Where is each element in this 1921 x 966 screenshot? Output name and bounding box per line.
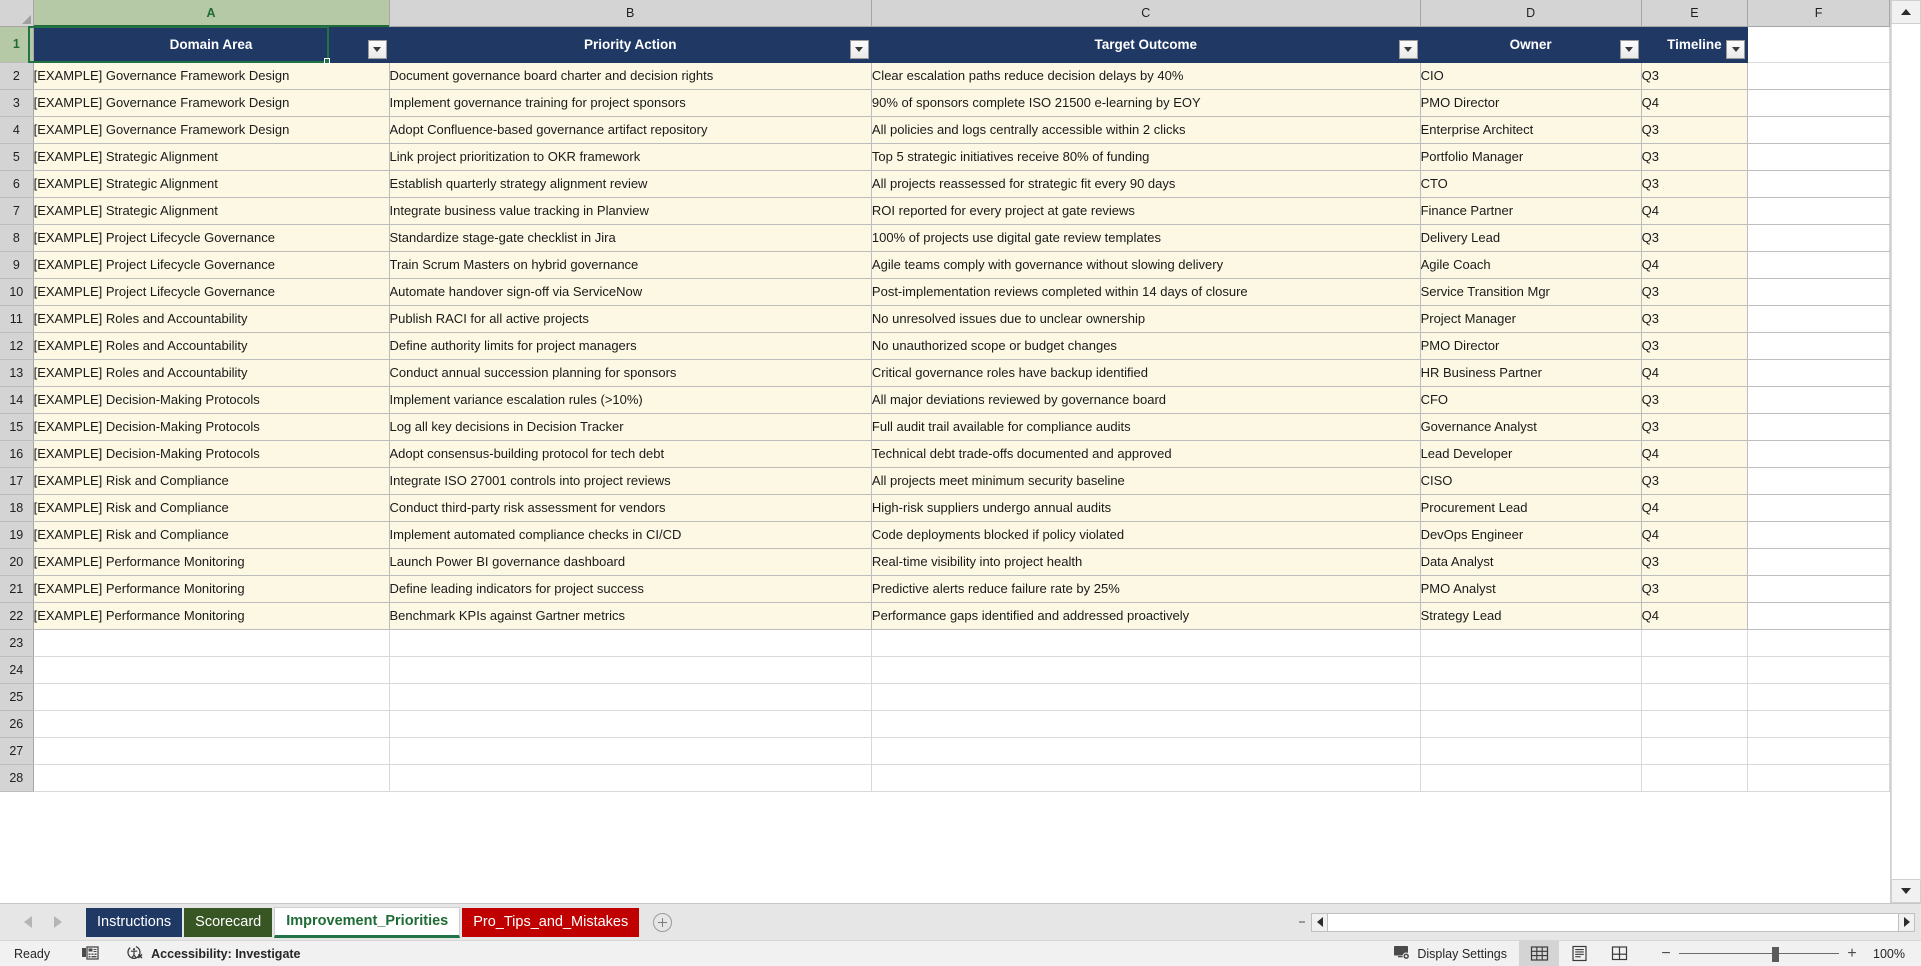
table-cell[interactable]: Publish RACI for all active projects [389, 305, 871, 332]
empty-cell[interactable] [389, 656, 871, 683]
filter-dropdown-button[interactable] [368, 40, 387, 59]
row-header-17[interactable]: 17 [0, 467, 33, 494]
table-cell[interactable]: Adopt consensus-building protocol for tech debt [389, 440, 871, 467]
row-header-10[interactable]: 10 [0, 278, 33, 305]
empty-cell[interactable] [1420, 737, 1641, 764]
empty-row [0, 710, 1890, 737]
table-header-label: Timeline [1667, 36, 1722, 52]
empty-cell[interactable] [871, 737, 1420, 764]
table-header-label: Owner [1509, 36, 1552, 52]
table-cell[interactable]: [EXAMPLE] Decision-Making Protocols [33, 386, 389, 413]
empty-cell[interactable] [389, 764, 871, 791]
empty-cell[interactable] [871, 656, 1420, 683]
table-cell[interactable]: PMO Director [1420, 89, 1641, 116]
table-cell[interactable]: [EXAMPLE] Strategic Alignment [33, 143, 389, 170]
empty-cell[interactable] [1748, 629, 1890, 656]
table-header-cell[interactable] [1641, 26, 1747, 62]
table-cell[interactable]: [EXAMPLE] Performance Monitoring [33, 548, 389, 575]
select-all-triangle-icon [22, 15, 31, 24]
row-header-13[interactable]: 13 [0, 359, 33, 386]
table-cell[interactable]: Predictive alerts reduce failure rate by 25% [871, 575, 1420, 602]
table-cell[interactable]: No unauthorized scope or budget changes [871, 332, 1420, 359]
table-cell[interactable]: [EXAMPLE] Performance Monitoring [33, 602, 389, 629]
table-cell[interactable]: Code deployments blocked if policy violated [871, 521, 1420, 548]
empty-cell[interactable] [1748, 413, 1890, 440]
row-header-18[interactable]: 18 [0, 494, 33, 521]
zoom-slider[interactable] [1679, 941, 1839, 966]
table-row [0, 305, 1890, 332]
table-cell[interactable]: [EXAMPLE] Risk and Compliance [33, 521, 389, 548]
table-cell[interactable]: Q3 [1641, 332, 1747, 359]
empty-cell[interactable] [871, 764, 1420, 791]
row-header-28[interactable]: 28 [0, 764, 33, 791]
table-cell[interactable]: Service Transition Mgr [1420, 278, 1641, 305]
empty-cell[interactable] [1748, 386, 1890, 413]
row-header-22[interactable]: 22 [0, 602, 33, 629]
column-header-row [0, 0, 1890, 26]
sheet-tab-pro-tips-and-mistakes[interactable]: Pro_Tips_and_Mistakes [462, 908, 639, 937]
table-cell[interactable]: Q4 [1641, 197, 1747, 224]
table-cell[interactable]: [EXAMPLE] Decision-Making Protocols [33, 413, 389, 440]
empty-row [0, 629, 1890, 656]
macro-record-icon[interactable] [82, 946, 99, 961]
table-cell[interactable]: Link project prioritization to OKR framework [389, 143, 871, 170]
empty-cell[interactable] [1748, 494, 1890, 521]
filter-dropdown-button[interactable] [1726, 40, 1745, 59]
accessibility-icon [127, 945, 144, 963]
sheet-tab-scorecard[interactable]: Scorecard [184, 908, 272, 937]
table-cell[interactable]: HR Business Partner [1420, 359, 1641, 386]
vertical-scrollbar[interactable] [1890, 0, 1921, 903]
row-header-11[interactable]: 11 [0, 305, 33, 332]
empty-cell[interactable] [1748, 305, 1890, 332]
page-layout-icon [1570, 945, 1589, 962]
row-header-25[interactable]: 25 [0, 683, 33, 710]
empty-cell[interactable] [871, 710, 1420, 737]
table-header-label: Target Outcome [1094, 36, 1197, 52]
triangle-up-icon [1901, 9, 1911, 15]
empty-cell[interactable] [1748, 332, 1890, 359]
table-cell[interactable]: [EXAMPLE] Roles and Accountability [33, 359, 389, 386]
sheet-tab-improvement-priorities[interactable]: Improvement_Priorities [274, 907, 460, 938]
table-cell[interactable]: 90% of sponsors complete ISO 21500 e-learning by EOY [871, 89, 1420, 116]
row-header-8[interactable]: 8 [0, 224, 33, 251]
table-cell[interactable]: All policies and logs centrally accessible within 2 clicks [871, 116, 1420, 143]
normal-view-icon [1530, 945, 1549, 962]
zoom-in-button[interactable]: + [1847, 944, 1857, 962]
table-cell[interactable]: Implement automated compliance checks in CI/CD [389, 521, 871, 548]
table-cell[interactable]: Integrate business value tracking in Planview [389, 197, 871, 224]
chevron-down-icon [855, 47, 863, 52]
scroll-up-button[interactable] [1891, 0, 1921, 24]
table-cell[interactable]: Clear escalation paths reduce decision delays by 40% [871, 62, 1420, 89]
table-cell[interactable]: Critical governance roles have backup identified [871, 359, 1420, 386]
scroll-down-button[interactable] [1891, 879, 1921, 903]
status-bar [0, 940, 1921, 966]
table-cell[interactable]: Conduct annual succession planning for sponsors [389, 359, 871, 386]
previous-sheet-icon[interactable] [24, 916, 32, 928]
next-sheet-icon[interactable] [54, 916, 62, 928]
sheet-nav-buttons [0, 904, 86, 940]
table-cell[interactable]: Automate handover sign-off via ServiceNow [389, 278, 871, 305]
column-header-f[interactable]: F [1748, 0, 1890, 26]
table-row [0, 89, 1890, 116]
table-cell[interactable]: Finance Partner [1420, 197, 1641, 224]
table-cell[interactable]: Q4 [1641, 251, 1747, 278]
empty-cell[interactable] [1748, 224, 1890, 251]
table-cell[interactable]: [EXAMPLE] Roles and Accountability [33, 332, 389, 359]
row-header-1[interactable]: 1 [0, 26, 33, 62]
table-cell[interactable]: Integrate ISO 27001 controls into project reviews [389, 467, 871, 494]
empty-cell[interactable] [1641, 764, 1747, 791]
empty-cell[interactable] [1748, 710, 1890, 737]
empty-cell[interactable] [1420, 656, 1641, 683]
empty-cell[interactable] [1748, 89, 1890, 116]
empty-cell[interactable] [33, 764, 389, 791]
table-cell[interactable]: Post-implementation reviews completed within 14 days of closure [871, 278, 1420, 305]
table-cell[interactable]: Q3 [1641, 467, 1747, 494]
table-cell[interactable]: [EXAMPLE] Decision-Making Protocols [33, 440, 389, 467]
table-cell[interactable]: Q3 [1641, 143, 1747, 170]
zoom-out-button[interactable]: − [1661, 944, 1671, 962]
table-row [0, 62, 1890, 89]
table-cell[interactable]: Q4 [1641, 602, 1747, 629]
table-row [0, 224, 1890, 251]
empty-cell[interactable] [389, 629, 871, 656]
empty-cell[interactable] [1748, 278, 1890, 305]
table-cell[interactable]: CTO [1420, 170, 1641, 197]
empty-cell[interactable] [1748, 548, 1890, 575]
table-cell[interactable]: 100% of projects use digital gate review templates [871, 224, 1420, 251]
table-row [0, 413, 1890, 440]
empty-cell[interactable] [1748, 683, 1890, 710]
empty-cell[interactable] [1748, 467, 1890, 494]
empty-cell[interactable] [1748, 143, 1890, 170]
empty-cell[interactable] [1748, 26, 1890, 62]
table-cell[interactable]: Q3 [1641, 575, 1747, 602]
table-cell[interactable]: All major deviations reviewed by governance board [871, 386, 1420, 413]
table-cell[interactable]: Strategy Lead [1420, 602, 1641, 629]
table-cell[interactable]: Establish quarterly strategy alignment review [389, 170, 871, 197]
empty-cell[interactable] [1748, 116, 1890, 143]
table-cell[interactable]: [EXAMPLE] Governance Framework Design [33, 116, 389, 143]
column-header-d[interactable]: D [1420, 0, 1641, 26]
empty-cell[interactable] [1641, 656, 1747, 683]
empty-cell[interactable] [1748, 62, 1890, 89]
add-sheet-button[interactable] [641, 904, 683, 940]
empty-cell[interactable] [871, 629, 1420, 656]
row-header-6[interactable]: 6 [0, 170, 33, 197]
table-cell[interactable]: [EXAMPLE] Risk and Compliance [33, 467, 389, 494]
table-cell[interactable]: PMO Analyst [1420, 575, 1641, 602]
scroll-right-button[interactable] [1898, 913, 1915, 932]
empty-cell[interactable] [33, 737, 389, 764]
row-header-12[interactable]: 12 [0, 332, 33, 359]
table-cell[interactable]: Q3 [1641, 386, 1747, 413]
table-cell[interactable]: High-risk suppliers undergo annual audits [871, 494, 1420, 521]
normal-view-button[interactable] [1519, 941, 1559, 966]
column-header-c[interactable]: C [871, 0, 1420, 26]
table-row [0, 386, 1890, 413]
table-header-cell[interactable] [1420, 26, 1641, 62]
table-cell[interactable]: [EXAMPLE] Project Lifecycle Governance [33, 278, 389, 305]
table-cell[interactable]: Q4 [1641, 440, 1747, 467]
table-cell[interactable]: Q3 [1641, 413, 1747, 440]
table-row [0, 359, 1890, 386]
column-header-e[interactable]: E [1641, 0, 1747, 26]
empty-cell[interactable] [1420, 629, 1641, 656]
row-header-9[interactable]: 9 [0, 251, 33, 278]
table-row [0, 494, 1890, 521]
zoom-slider-thumb[interactable] [1772, 947, 1779, 962]
empty-cell[interactable] [1641, 629, 1747, 656]
empty-cell[interactable] [389, 710, 871, 737]
filter-dropdown-button[interactable] [850, 40, 869, 59]
empty-cell[interactable] [33, 710, 389, 737]
filter-dropdown-button[interactable] [1399, 40, 1418, 59]
empty-cell[interactable] [1748, 170, 1890, 197]
table-row [0, 440, 1890, 467]
table-row [0, 467, 1890, 494]
table-cell[interactable]: Q3 [1641, 224, 1747, 251]
empty-cell[interactable] [1748, 359, 1890, 386]
table-cell[interactable]: Full audit trail available for compliance audits [871, 413, 1420, 440]
table-header-row [0, 26, 1890, 62]
table-cell[interactable]: Q4 [1641, 494, 1747, 521]
empty-cell[interactable] [1748, 521, 1890, 548]
table-row [0, 143, 1890, 170]
display-settings-label: Display Settings [1417, 946, 1507, 961]
table-cell[interactable]: Implement variance escalation rules (>10%) [389, 386, 871, 413]
row-header-15[interactable]: 15 [0, 413, 33, 440]
empty-cell[interactable] [1748, 197, 1890, 224]
triangle-left-icon [1317, 917, 1323, 927]
table-row [0, 251, 1890, 278]
table-row [0, 116, 1890, 143]
table-cell[interactable]: Conduct third-party risk assessment for vendors [389, 494, 871, 521]
empty-cell[interactable] [871, 683, 1420, 710]
empty-cell[interactable] [1748, 656, 1890, 683]
table-cell[interactable]: Define authority limits for project managers [389, 332, 871, 359]
table-cell[interactable]: Agile Coach [1420, 251, 1641, 278]
horizontal-scrollbar[interactable] [1311, 904, 1921, 940]
table-cell[interactable]: Data Analyst [1420, 548, 1641, 575]
filter-dropdown-button[interactable] [1620, 40, 1639, 59]
chevron-down-icon [1404, 47, 1412, 52]
table-cell[interactable]: Q4 [1641, 359, 1747, 386]
table-cell[interactable]: Portfolio Manager [1420, 143, 1641, 170]
table-cell[interactable]: All projects meet minimum security baseline [871, 467, 1420, 494]
table-row [0, 575, 1890, 602]
table-cell[interactable]: [EXAMPLE] Risk and Compliance [33, 494, 389, 521]
status-bar-right [1381, 941, 1921, 966]
table-cell[interactable]: Project Manager [1420, 305, 1641, 332]
page-layout-view-button[interactable] [1559, 941, 1599, 966]
empty-cell[interactable] [1748, 440, 1890, 467]
display-settings-icon [1393, 945, 1411, 963]
table-header-label: Domain Area [169, 36, 253, 52]
empty-cell[interactable] [1748, 575, 1890, 602]
row-header-14[interactable]: 14 [0, 386, 33, 413]
chevron-down-icon [1732, 47, 1740, 52]
table-row [0, 197, 1890, 224]
row-header-7[interactable]: 7 [0, 197, 33, 224]
row-header-16[interactable]: 16 [0, 440, 33, 467]
zoom-control [1639, 941, 1921, 966]
empty-cell[interactable] [1420, 710, 1641, 737]
table-cell[interactable]: Q4 [1641, 89, 1747, 116]
table-cell[interactable]: PMO Director [1420, 332, 1641, 359]
table-cell[interactable]: Adopt Confluence-based governance artifact repository [389, 116, 871, 143]
row-header-23[interactable]: 23 [0, 629, 33, 656]
table-cell[interactable]: CFO [1420, 386, 1641, 413]
table-cell[interactable]: Q3 [1641, 62, 1747, 89]
table-cell[interactable]: Q3 [1641, 116, 1747, 143]
table-cell[interactable]: Technical debt trade-offs documented and approved [871, 440, 1420, 467]
empty-cell[interactable] [389, 737, 871, 764]
table-cell[interactable]: Implement governance training for project sponsors [389, 89, 871, 116]
empty-cell[interactable] [1420, 683, 1641, 710]
status-bar-left [0, 945, 301, 963]
triangle-down-icon [1901, 888, 1911, 894]
table-cell[interactable]: CISO [1420, 467, 1641, 494]
tab-resize-grip[interactable] [1293, 904, 1311, 940]
table-header-cell[interactable] [871, 26, 1420, 62]
table-cell[interactable]: Agile teams comply with governance without slowing delivery [871, 251, 1420, 278]
accessibility-status[interactable] [127, 945, 300, 963]
row-header-20[interactable]: 20 [0, 548, 33, 575]
table-cell[interactable]: Q3 [1641, 278, 1747, 305]
empty-cell[interactable] [389, 683, 871, 710]
table-cell[interactable]: Performance gaps identified and addressed proactively [871, 602, 1420, 629]
table-cell[interactable]: Benchmark KPIs against Gartner metrics [389, 602, 871, 629]
chevron-down-icon [1625, 47, 1633, 52]
row-header-24[interactable]: 24 [0, 656, 33, 683]
sheet-tabs [86, 904, 641, 940]
row-header-4[interactable]: 4 [0, 116, 33, 143]
table-cell[interactable]: Document governance board charter and decision rights [389, 62, 871, 89]
empty-row [0, 764, 1890, 791]
table-row [0, 332, 1890, 359]
table-cell[interactable]: Procurement Lead [1420, 494, 1641, 521]
table-header-label: Priority Action [583, 36, 677, 52]
row-header-2[interactable]: 2 [0, 62, 33, 89]
table-row [0, 521, 1890, 548]
table-cell[interactable]: Train Scrum Masters on hybrid governance [389, 251, 871, 278]
column-header-b[interactable]: B [389, 0, 871, 26]
empty-cell[interactable] [1748, 251, 1890, 278]
page-break-icon [1610, 945, 1629, 962]
horizontal-scroll-track[interactable] [1328, 913, 1898, 932]
table-cell[interactable]: [EXAMPLE] Project Lifecycle Governance [33, 224, 389, 251]
empty-cell[interactable] [33, 656, 389, 683]
row-header-19[interactable]: 19 [0, 521, 33, 548]
vertical-scroll-track[interactable] [1891, 24, 1921, 879]
table-header-cell[interactable] [389, 26, 871, 62]
table-cell[interactable]: [EXAMPLE] Roles and Accountability [33, 305, 389, 332]
table-cell[interactable]: [EXAMPLE] Governance Framework Design [33, 89, 389, 116]
table-header-cell[interactable] [33, 26, 389, 62]
empty-cell[interactable] [1748, 602, 1890, 629]
empty-cell[interactable] [1420, 764, 1641, 791]
table-cell[interactable]: Q3 [1641, 170, 1747, 197]
empty-cell[interactable] [33, 683, 389, 710]
empty-row [0, 656, 1890, 683]
table-row [0, 278, 1890, 305]
table-cell[interactable]: [EXAMPLE] Governance Framework Design [33, 62, 389, 89]
zoom-level-label[interactable]: 100% [1873, 946, 1905, 961]
table-cell[interactable]: All projects reassessed for strategic fit every 90 days [871, 170, 1420, 197]
add-sheet-icon [653, 913, 672, 932]
table-cell[interactable]: Governance Analyst [1420, 413, 1641, 440]
row-header-3[interactable]: 3 [0, 89, 33, 116]
table-cell[interactable]: Delivery Lead [1420, 224, 1641, 251]
empty-cell[interactable] [1641, 683, 1747, 710]
table-cell[interactable]: Standardize stage-gate checklist in Jira [389, 224, 871, 251]
table-cell[interactable]: Log all key decisions in Decision Tracker [389, 413, 871, 440]
row-header-5[interactable]: 5 [0, 143, 33, 170]
empty-cell[interactable] [1748, 737, 1890, 764]
row-header-26[interactable]: 26 [0, 710, 33, 737]
sheet-tab-bar [0, 903, 1921, 940]
sheet-tab-instructions[interactable]: Instructions [86, 908, 182, 937]
table-cell[interactable]: Q3 [1641, 548, 1747, 575]
column-header-a[interactable]: A [33, 0, 389, 26]
row-header-21[interactable]: 21 [0, 575, 33, 602]
empty-row [0, 683, 1890, 710]
status-ready-label: Ready [14, 946, 51, 961]
table-cell[interactable]: [EXAMPLE] Project Lifecycle Governance [33, 251, 389, 278]
triangle-right-icon [1904, 917, 1910, 927]
empty-cell[interactable] [1641, 737, 1747, 764]
select-all-corner[interactable] [0, 0, 33, 26]
table-row [0, 170, 1890, 197]
table-cell[interactable]: Q3 [1641, 305, 1747, 332]
table-cell[interactable]: Top 5 strategic initiatives receive 80% of funding [871, 143, 1420, 170]
table-cell[interactable]: Enterprise Architect [1420, 116, 1641, 143]
empty-cell[interactable] [33, 629, 389, 656]
chevron-down-icon [373, 47, 381, 52]
table-cell[interactable]: No unresolved issues due to unclear ownership [871, 305, 1420, 332]
table-cell[interactable]: Real-time visibility into project health [871, 548, 1420, 575]
table-cell[interactable]: DevOps Engineer [1420, 521, 1641, 548]
page-break-preview-button[interactable] [1599, 941, 1639, 966]
display-settings-button[interactable] [1381, 941, 1519, 966]
empty-cell[interactable] [1641, 710, 1747, 737]
table-row [0, 548, 1890, 575]
empty-cell[interactable] [1748, 764, 1890, 791]
row-header-27[interactable]: 27 [0, 737, 33, 764]
table-cell[interactable]: Q4 [1641, 521, 1747, 548]
table-cell[interactable]: Launch Power BI governance dashboard [389, 548, 871, 575]
table-cell[interactable]: Lead Developer [1420, 440, 1641, 467]
table-cell[interactable]: ROI reported for every project at gate reviews [871, 197, 1420, 224]
tabbar-spacer [683, 904, 1293, 940]
table-row [0, 602, 1890, 629]
table-cell[interactable]: CIO [1420, 62, 1641, 89]
empty-row [0, 737, 1890, 764]
table-cell[interactable]: [EXAMPLE] Performance Monitoring [33, 575, 389, 602]
scroll-left-button[interactable] [1311, 913, 1328, 932]
table-cell[interactable]: [EXAMPLE] Strategic Alignment [33, 197, 389, 224]
table-cell[interactable]: [EXAMPLE] Strategic Alignment [33, 170, 389, 197]
accessibility-label: Accessibility: Investigate [151, 946, 301, 961]
table-cell[interactable]: Define leading indicators for project success [389, 575, 871, 602]
